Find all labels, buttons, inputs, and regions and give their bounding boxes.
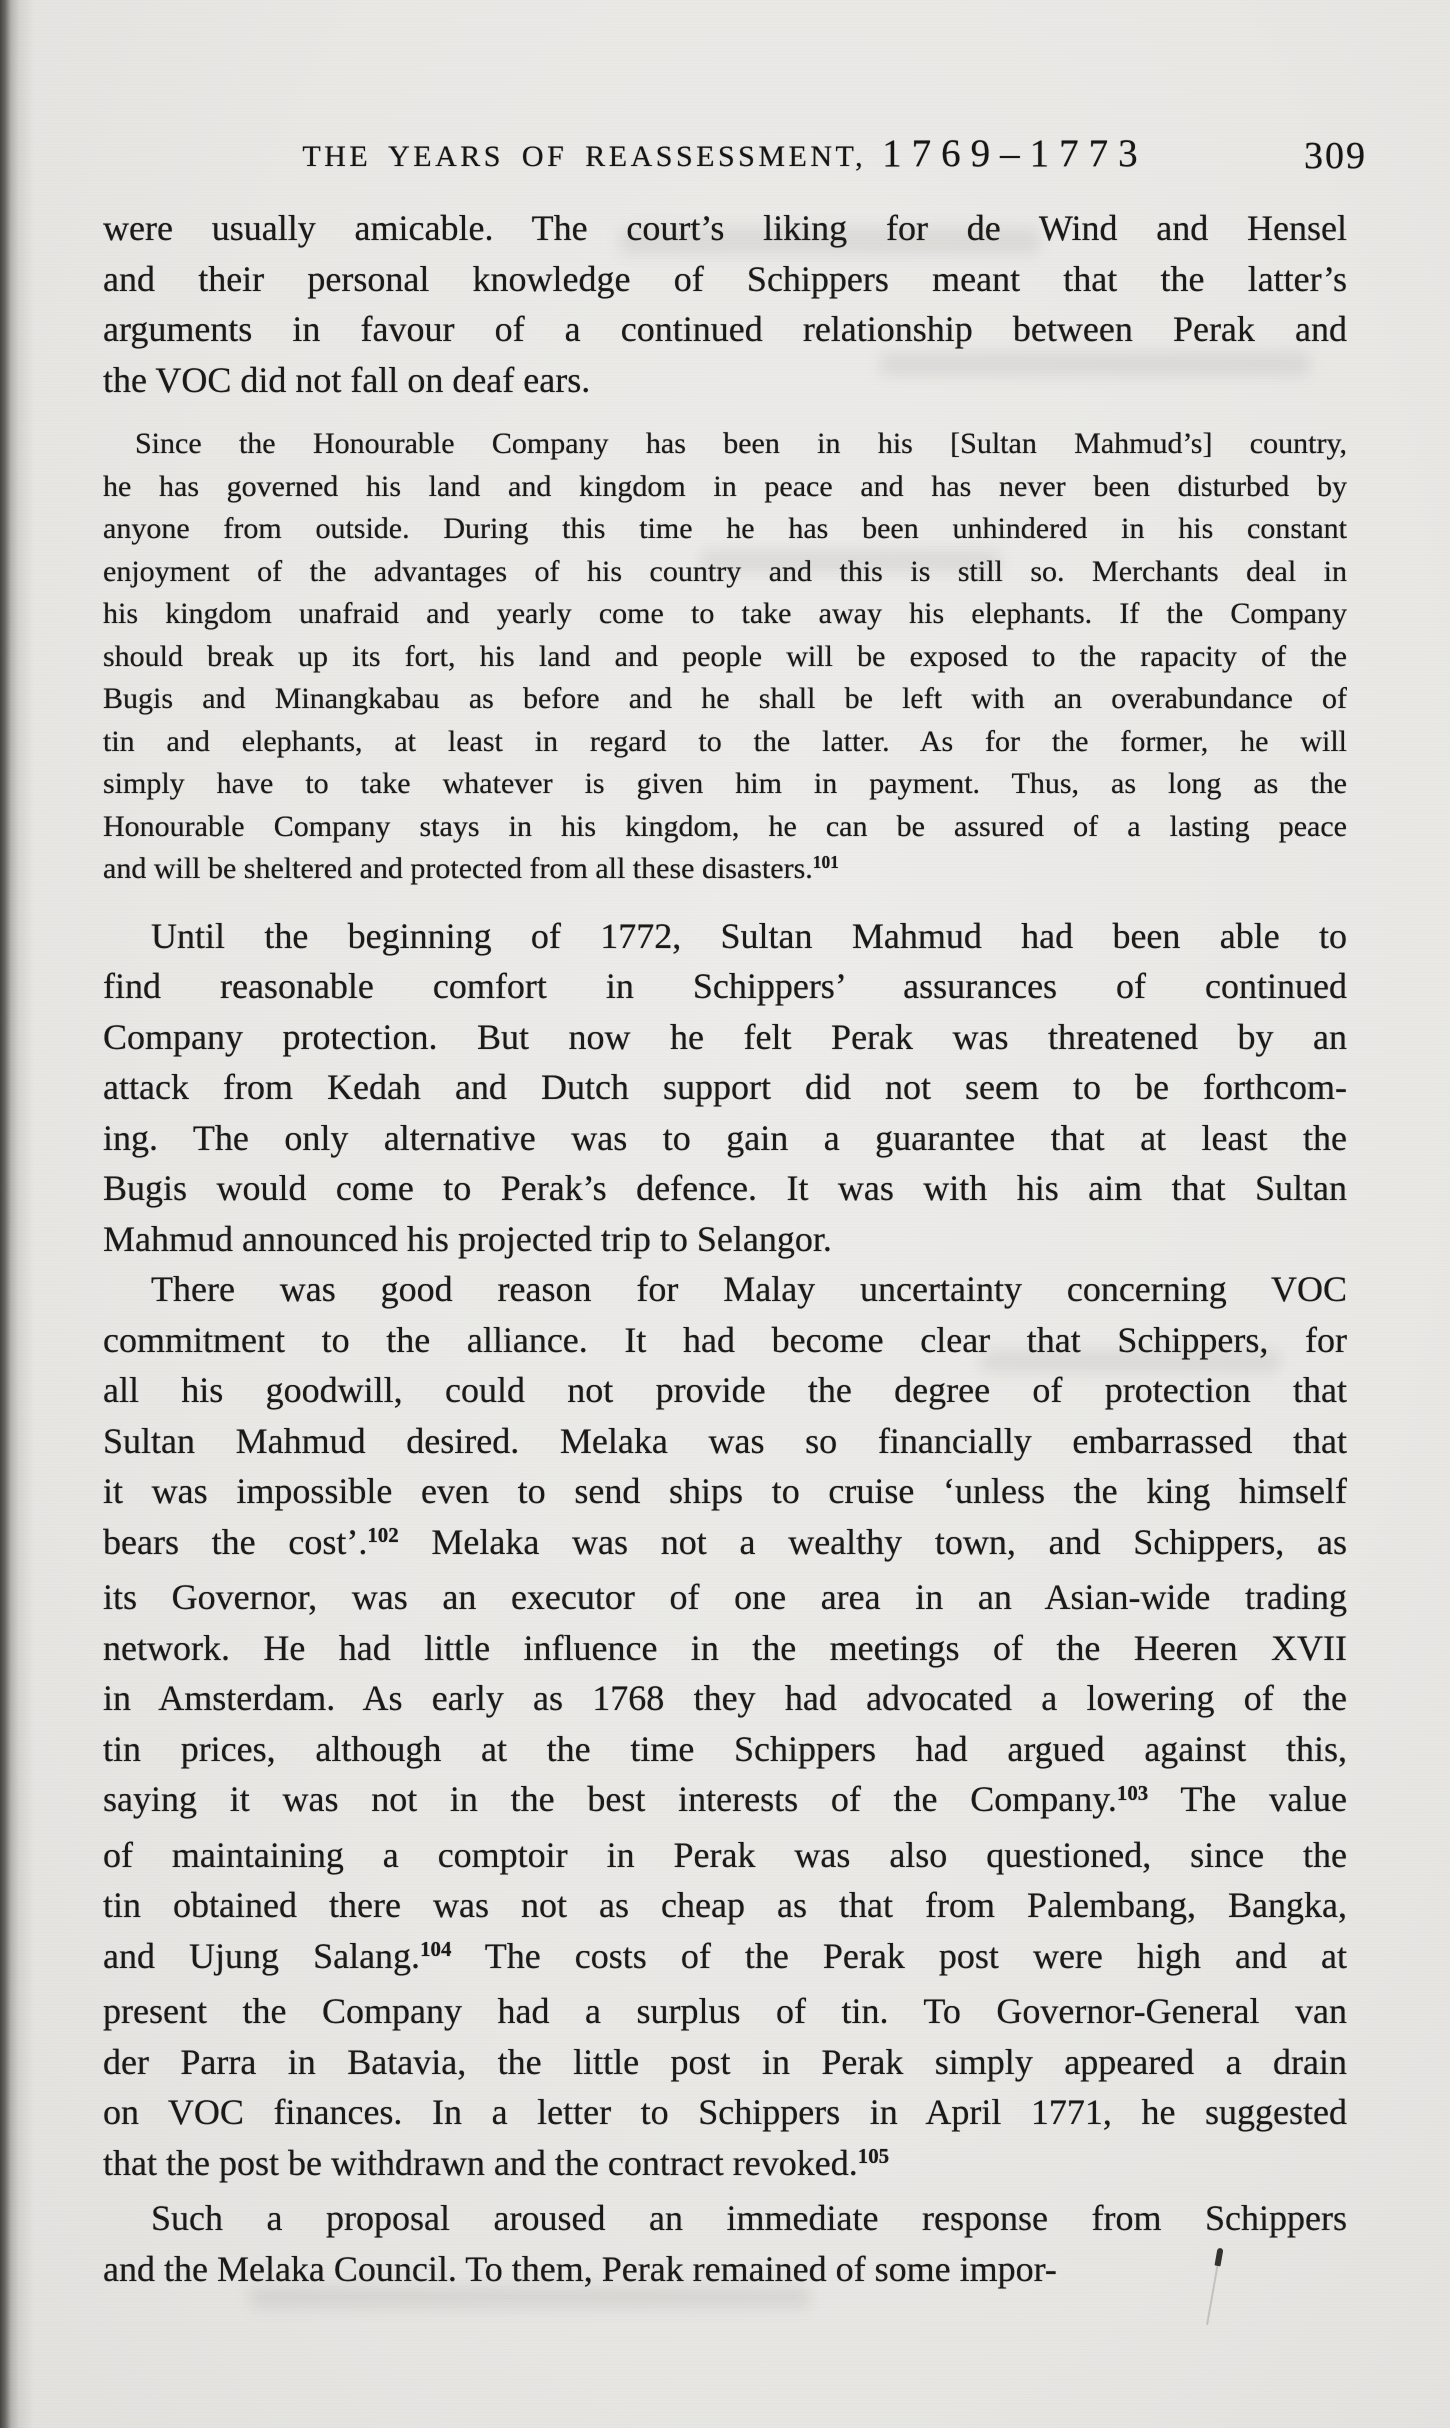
text-line: Until the beginning of 1772, Sultan Mahmud had been able to <box>151 915 1347 956</box>
paragraph <box>103 203 1347 405</box>
text-line: tin and elephants, at least in regard to the latter. As for the former, he will <box>103 724 1347 758</box>
text-line: Bugis and Minangkabau as before and he shall be left with an overabundance of <box>103 682 1347 715</box>
text-line: There was good reason for Malay uncertainty concerning VOC <box>151 1269 1347 1309</box>
chapter-title: THE YEARS OF REASSESSMENT, <box>302 140 867 173</box>
text-line: of maintaining a comptoir in Perak was also questioned, since the <box>103 1834 1347 1875</box>
text-line: bears the cost’.$^{102}$ Melaka was not a wealthy town, and Schippers, as <box>103 1521 1347 1562</box>
text-line: that the post be withdrawn and the contract revoked.$^{105}$ <box>103 2142 890 2183</box>
footnote-reference: 102 <box>367 1523 399 1548</box>
text-line: present the Company had a surplus of tin. To Governor-General van <box>103 1991 1347 2031</box>
chapter-years: 1769–1773 <box>882 132 1148 175</box>
text-line: on VOC finances. In a letter to Schippers in April 1771, he suggested <box>103 2092 1347 2132</box>
text-line: arguments in favour of a continued relationship between Perak and <box>103 309 1347 349</box>
text-line: his kingdom unafraid and yearly come to take away his elephants. If the Company <box>103 597 1347 630</box>
text-line: find reasonable comfort in Schippers’ assurances of continued <box>103 966 1347 1006</box>
text-line: Mahmud announced his projected trip to Selangor. <box>103 1218 832 1259</box>
running-head <box>103 131 1347 183</box>
text-line: Honourable Company stays in his kingdom, he can be assured of a lasting peace <box>103 809 1347 843</box>
text-line: enjoyment of the advantages of his country and this is still so. Merchants deal in <box>103 554 1347 588</box>
text-line: commitment to the alliance. It had become clear that Schippers, for <box>103 1319 1347 1360</box>
text-line: its Governor, was an executor of one area in an Asian-wide trading <box>103 1577 1347 1617</box>
text-line: saying it was not in the best interests of the Company.$^{103}$ The value <box>103 1779 1347 1819</box>
text-line: in Amsterdam. As early as 1768 they had advocated a lowering of the <box>103 1678 1347 1718</box>
text-line: simply have to take whatever is given him in payment. Thus, as long as the <box>103 767 1347 800</box>
footnote-reference: 105 <box>857 2144 890 2169</box>
book-binding-edge-shadow <box>0 0 34 2428</box>
text-line: Since the Honourable Company has been in his [Sultan Mahmud’s] country, <box>135 427 1347 460</box>
text-line: tin obtained there was not as cheap as that from Palembang, Bangka, <box>103 1885 1347 1925</box>
paragraph <box>103 2193 1347 2294</box>
text-block <box>103 203 1347 2294</box>
text-line: attack from Kedah and Dutch support did not seem to be forthcom- <box>103 1067 1347 1107</box>
footnote-reference: 101 <box>812 852 839 873</box>
footnote-reference: 103 <box>1116 1780 1149 1805</box>
text-line: anyone from outside. During this time he has been unhindered in his constant <box>103 512 1347 545</box>
paragraph <box>103 1264 1347 2193</box>
text-line: Sultan Mahmud desired. Melaka was so financially embarrassed that <box>103 1420 1347 1461</box>
text-line: network. He had little influence in the meetings of the Heeren XVII <box>103 1627 1347 1668</box>
text-line: and the Melaka Council. To them, Perak remained of some impor- <box>103 2248 1057 2289</box>
text-line: Such a proposal aroused an immediate response from Schippers <box>151 2198 1347 2238</box>
text-line: Bugis would come to Perak’s defence. It was with his aim that Sultan <box>103 1168 1347 1208</box>
paragraph <box>103 911 1347 1265</box>
page-number: 309 <box>1304 135 1367 177</box>
text-line: ing. The only alternative was to gain a guarantee that at least the <box>103 1117 1347 1158</box>
block-quote <box>103 423 1347 894</box>
text-line: and their personal knowledge of Schippers meant that the latter’s <box>103 258 1347 299</box>
text-line: Company protection. But now he felt Perak was threatened by an <box>103 1016 1347 1057</box>
text-line: the VOC did not fall on deaf ears. <box>103 359 591 400</box>
text-line: he has governed his land and kingdom in peace and has never been disturbed by <box>103 469 1347 503</box>
text-line: and will be sheltered and protected from all these disasters.$^{101}$ <box>103 852 839 885</box>
text-line: were usually amicable. The court’s liking for de Wind and Hensel <box>103 208 1347 248</box>
text-line: and Ujung Salang.$^{104}$ The costs of the Perak post were high and at <box>103 1935 1347 1976</box>
text-line: should break up its fort, his land and people will be exposed to the rapacity of the <box>103 639 1347 673</box>
text-line: all his goodwill, could not provide the degree of protection that <box>103 1370 1347 1410</box>
text-line: it was impossible even to send ships to cruise ‘unless the king himself <box>103 1471 1347 1511</box>
footnote-reference: 104 <box>420 1937 452 1962</box>
text-line: der Parra in Batavia, the little post in Perak simply appeared a drain <box>103 2041 1347 2082</box>
text-line: tin prices, although at the time Schippers had argued against this, <box>103 1728 1347 1769</box>
